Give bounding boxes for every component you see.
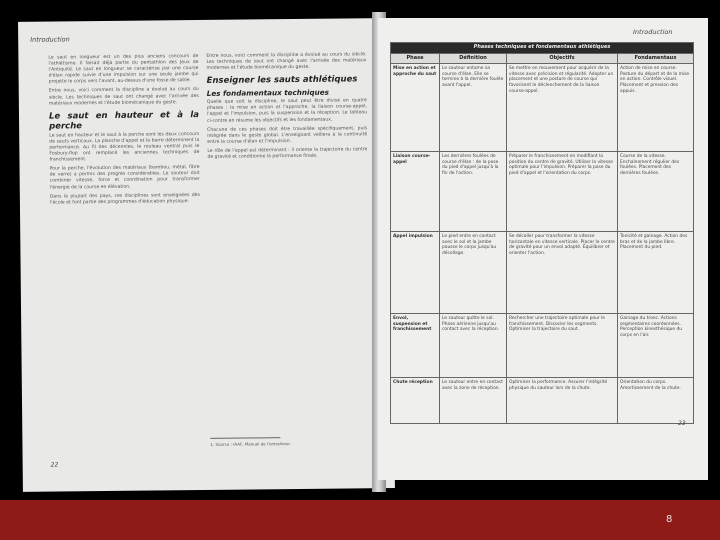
phase-cell: Appel impulsion <box>391 232 440 314</box>
objectives-cell: Se mettre en mouvement pour acquérir de la vitesse avec précision et régularité. Adopter un placement et une posture de course qui favorisent le déclenchement de la liaison course-appel. <box>507 64 618 152</box>
phase-cell: Chute réception <box>391 378 440 424</box>
table-row <box>391 314 694 378</box>
definition-cell: Le sauteur quitte le sol. Phase aérienne jusqu'au contact avec la réception. <box>440 314 507 378</box>
table-title: Phases techniques et fondamentaux athlétiques <box>391 43 694 54</box>
paragraph: Quelle que soit la discipline, le saut peut être divisé en quatre phases : la mise en action et l'approche, la liaison course-appel, l'appel et l'impulsion, puis la suspension et la réception. Le tableau ci-contre en résume les objectifs et les fondamentaux. <box>206 98 368 124</box>
objectives-cell: Optimiser la performance. Assurer l'intégrité physique du sauteur lors de la chute. <box>507 378 618 424</box>
column-header: Fondamentaux <box>618 53 694 64</box>
phase-cell: Liaison course-appel <box>391 152 440 232</box>
definition-cell: Les dernières foulées de course d'élan : de la pose du pied d'appel jusqu'à la fin de l'action. <box>440 152 507 232</box>
right-page <box>378 18 708 480</box>
objectives-cell: Rechercher une trajectoire optimale pour le franchissement. Dissocier les segments. Optimiser la trajectoire du saut. <box>507 314 618 378</box>
column-header: Phase <box>391 53 440 64</box>
paragraph: Le saut en longueur est un des plus anciens concours de l'athlétisme. Il faisait déjà partie du pentathlon des Jeux de l'Antiquité. Le saut en longueur se caractérise par une course d'élan rapide suivie d'une impulsion sur une seule jambe qui projette le corps vers l'avant, au-dessus d'une fosse de sable. <box>48 54 199 85</box>
main-heading: Enseigner les sauts athlétiques <box>206 74 358 87</box>
left-column-2 <box>206 52 367 164</box>
paragraph: Pour la perche, l'évolution des matériaux (bambou, métal, fibre de verre) a permis des progrès considérables. Le sauteur doit combiner vitesse, force et coordination pour transformer l'énergie de la course en élévation. <box>49 165 200 191</box>
fundamentals-cell: Course de la vitesse. Enchaînement régulier des foulées. Placement des dernières foulées. <box>618 152 694 232</box>
fundamentals-cell: Action de mise en course. Posture du départ et de la mise en action. Contrôle visuel. Placement et pression des appuis. <box>618 64 694 152</box>
definition-cell: Le pied entre en contact avec le sol et la jambe pousse le corps jusqu'au décollage. <box>440 232 507 314</box>
paragraph: Entre nous, voici comment la discipline a évolué au cours du siècle. Les techniques de saut ont changé avec l'arrivée des matériaux modernes et l'étude biomécanique du geste. <box>206 52 367 72</box>
phase-cell: Mise en action et approche du saut <box>391 64 440 152</box>
paragraph: Le rôle de l'appel est déterminant : il oriente la trajectoire du centre de gravité et conditionne la performance finale. <box>207 147 368 160</box>
paragraph: Dans la plupart des pays, ces disciplines sont enseignées dès l'école et font partie des programmes d'éducation physique. <box>49 192 200 206</box>
objectives-cell: Se décoller pour transformer la vitesse horizontale en vitesse verticale. Placer le centre de gravité pour un envol adapté. Équilibrer et orienter l'action. <box>507 232 618 314</box>
sub-heading: Les fondamentaux techniques <box>206 87 329 99</box>
section-heading: Le saut en hauteur et à la perche <box>48 109 200 132</box>
fundamentals-cell: Gainage du tronc. Actions segmentaires coordonnées. Perception kinesthésique du corps en l'air. <box>618 314 694 378</box>
definition-cell: Le sauteur entre en contact avec la zone de réception. <box>440 378 507 424</box>
paragraph: Chacune de ces phases doit être travaillée spécifiquement, puis intégrée dans le geste global. L'enseignant veillera à la continuité entre la course d'élan et l'impulsion. <box>207 125 368 145</box>
table-row <box>391 378 694 424</box>
table-header-row <box>391 53 694 64</box>
footnote: 1. Source : IAAF, Manuel de l'entraîneur. <box>210 441 291 447</box>
paragraph: Entre nous, voici comment la discipline a évolué au cours du siècle. Les techniques de saut ont changé avec l'arrivée des matériaux modernes et l'étude biomécanique du geste. <box>48 87 199 107</box>
right-running-head: Introduction <box>633 28 673 36</box>
table-row <box>391 152 694 232</box>
slide-footer-bar <box>0 500 720 540</box>
definition-cell: Le sauteur entame sa course d'élan. Elle se termine à la dernière foulée avant l'appel. <box>440 64 507 152</box>
objectives-cell: Préparer le franchissement en modifiant la position du centre de gravité. Utiliser la vitesse optimale pour l'impulsion. Préparer la pose du pied d'appel et l'orientation du corps. <box>507 152 618 232</box>
table-row <box>391 232 694 314</box>
column-header: Objectifs <box>507 53 618 64</box>
footnote-rule <box>210 437 280 439</box>
phases-table <box>390 42 694 424</box>
right-page-number: 23 <box>678 420 686 427</box>
left-column-1 <box>48 54 200 209</box>
phase-cell: Envol, suspension et franchissement <box>391 314 440 378</box>
left-page-number: 22 <box>50 461 59 469</box>
column-header: Définition <box>440 53 507 64</box>
left-page <box>18 18 395 492</box>
slide-number: 8 <box>666 514 673 525</box>
table-row <box>391 64 694 152</box>
fundamentals-cell: Tonicité et gainage. Action des bras et de la jambe libre. Placement du pied. <box>618 232 694 314</box>
paragraph: Le saut en hauteur et le saut à la perche sont les deux concours de sauts verticaux. La planche d'appel et la barre déterminent la performance. Au fil des décennies, le rouleau ventral puis le Fosbury-flop ont remplacé les anciennes techniques de franchissement. <box>49 131 200 163</box>
fundamentals-cell: Orientation du corps. Amortissement de la chute. <box>618 378 694 424</box>
left-running-head: Introduction <box>30 35 70 44</box>
